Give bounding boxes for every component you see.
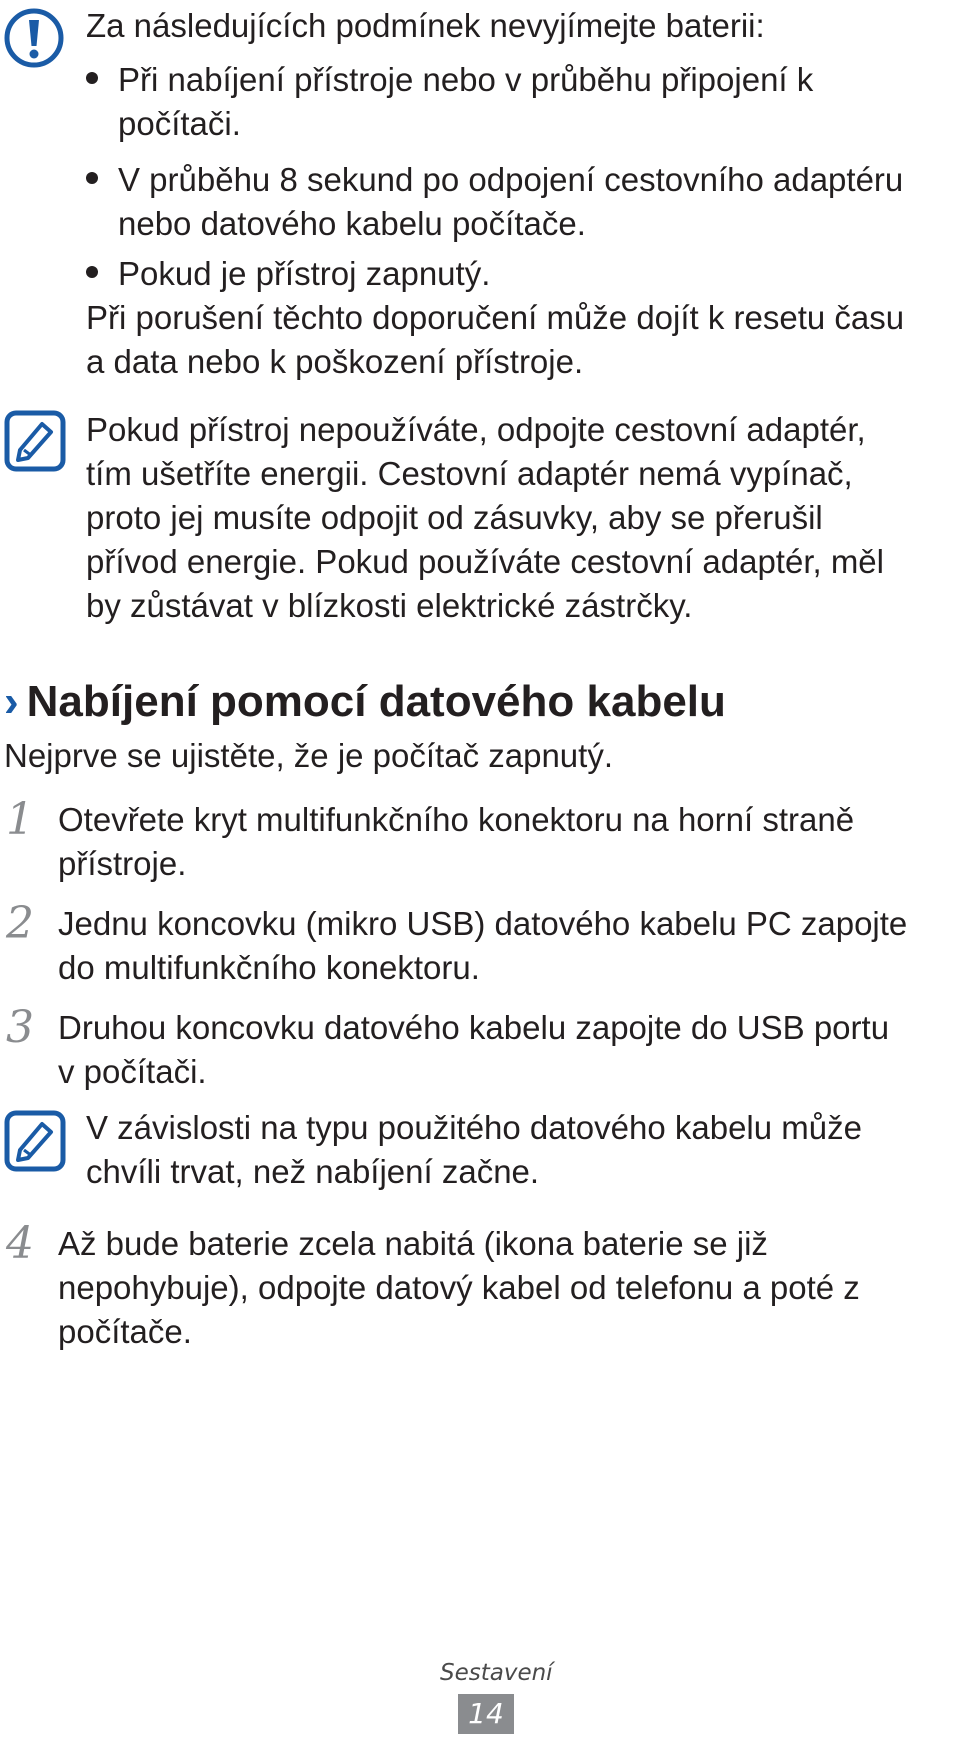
warning-bullet-3-line-1: Pokud je přístroj zapnutý.: [118, 255, 491, 292]
step-1-line-2: přístroje.: [58, 845, 187, 882]
note-2-line-1: V závislosti na typu použitého datového kabelu může: [86, 1109, 862, 1146]
warning-title-text: Za následujících podmínek nevyjímejte baterii:: [86, 7, 765, 44]
note-1-line-1: Pokud přístroj nepoužíváte, odpojte cestovní adaptér,: [86, 411, 866, 448]
step-1-text: [58, 798, 854, 886]
warning-bullet-2-line-1: V průběhu 8 sekund po odpojení cestovního adaptéru: [118, 161, 904, 198]
step-3-number: 3: [6, 1002, 34, 1053]
note-1-line-4: přívod energie. Pokud používáte cestovní adaptér, měl: [86, 543, 884, 580]
bullet-dot: [86, 72, 98, 84]
footer-section-label: Sestavení: [440, 1660, 553, 1686]
exclamation-warning-icon: [4, 8, 64, 68]
warning-bullet-1-line-2: počítači.: [118, 105, 241, 142]
note-1-line-3: proto jej musíte odpojit od zásuvky, aby se přerušil: [86, 499, 823, 536]
step-3-text: [58, 1006, 889, 1094]
step-2-line-1: Jednu koncovku (mikro USB) datového kabelu PC zapojte: [58, 905, 908, 942]
footer-page-number: 14: [458, 1694, 514, 1734]
section-intro-text: Nejprve se ujistěte, že je počítač zapnutý.: [4, 737, 613, 774]
note-1-line-5: by zůstávat v blízkosti elektrické zástrčky.: [86, 587, 693, 624]
chevron-right-icon: ›: [4, 677, 19, 726]
note-2-line-2: chvíli trvat, než nabíjení začne.: [86, 1153, 540, 1190]
step-4-line-2: nepohybuje), odpojte datový kabel od telefonu a poté z: [58, 1269, 860, 1306]
warning-bullet-2-line-2: nebo datového kabelu počítače.: [118, 205, 586, 242]
pencil-note-icon: [4, 410, 66, 472]
step-2-number: 2: [6, 898, 34, 949]
note-1-line-2: tím ušetříte energii. Cestovní adaptér nemá vypínač,: [86, 455, 853, 492]
warning-footer-line-1: Při porušení těchto doporučení může dojít k resetu času: [86, 299, 905, 336]
section-heading: [4, 676, 726, 728]
warning-bullet-1-line-1: Při nabíjení přístroje nebo v průběhu připojení k: [118, 61, 814, 98]
section-intro: [4, 734, 613, 778]
step-2-line-2: do multifunkčního konektoru.: [58, 949, 480, 986]
step-4-line-3: počítače.: [58, 1313, 192, 1350]
step-2-text: [58, 902, 907, 990]
step-3-line-1: Druhou koncovku datového kabelu zapojte do USB portu: [58, 1009, 890, 1046]
warning-footer: [86, 296, 904, 384]
step-1-number: 1: [6, 794, 34, 845]
step-4-text: [58, 1222, 860, 1354]
step-4-number: 4: [6, 1218, 34, 1269]
note-2-text: [86, 1106, 862, 1194]
warning-title: [86, 4, 765, 48]
bullet-dot: [86, 172, 98, 184]
bullet-dot: [86, 266, 98, 278]
note-1-text: [86, 408, 884, 628]
warning-footer-line-2: a data nebo k poškození přístroje.: [86, 343, 584, 380]
step-1-line-1: Otevřete kryt multifunkčního konektoru na horní straně: [58, 801, 855, 838]
section-heading-text: Nabíjení pomocí datového kabelu: [26, 677, 726, 726]
step-4-line-1: Až bude baterie zcela nabitá (ikona baterie se již: [58, 1225, 768, 1262]
step-3-line-2: v počítači.: [58, 1053, 207, 1090]
pencil-note-icon: [4, 1110, 66, 1172]
